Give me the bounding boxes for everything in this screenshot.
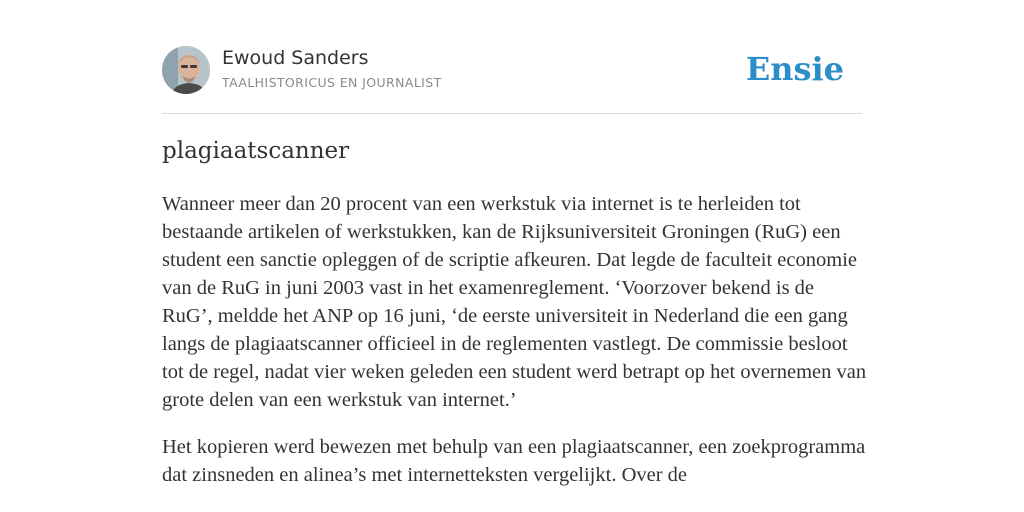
avatar-photo	[162, 46, 210, 94]
author-role: TAALHISTORICUS EN JOURNALIST	[222, 75, 442, 90]
ensie-logo[interactable]: Ensie	[745, 50, 844, 88]
entry-body	[162, 190, 867, 508]
author-header	[162, 46, 862, 96]
author-avatar[interactable]	[162, 46, 210, 94]
entry-title: plagiaatscanner	[162, 138, 350, 164]
entry-paragraph-2: Het kopieren werd bewezen met behulp van een plagiaatscanner, een zoekprogramma dat zinsneden en alinea’s met internetteksten vergelijkt. Over de	[162, 436, 866, 486]
header-divider	[162, 113, 862, 114]
author-name[interactable]: Ewoud Sanders	[222, 47, 369, 69]
entry-paragraph-1: Wanneer meer dan 20 procent van een werkstuk via internet is te herleiden tot bestaande artikelen of werkstukken, kan de Rijksuniversiteit Groningen (RuG) een student een sanctie opleggen of de scriptie afkeuren. Dat legde de faculteit economie van de RuG in juni 2003 vast in het examenreglement. ‘Voorzover bekend is de RuG’, meldde het ANP op 16 juni, ‘de eerste universiteit in Nederland die een gang langs de plagiaatscanner officieel in de reglementen vastlegt. De commissie besloot tot de regel, nadat vier weken geleden een student werd betrapt op het overnemen van grote delen van een werkstuk van internet.’	[162, 193, 867, 411]
